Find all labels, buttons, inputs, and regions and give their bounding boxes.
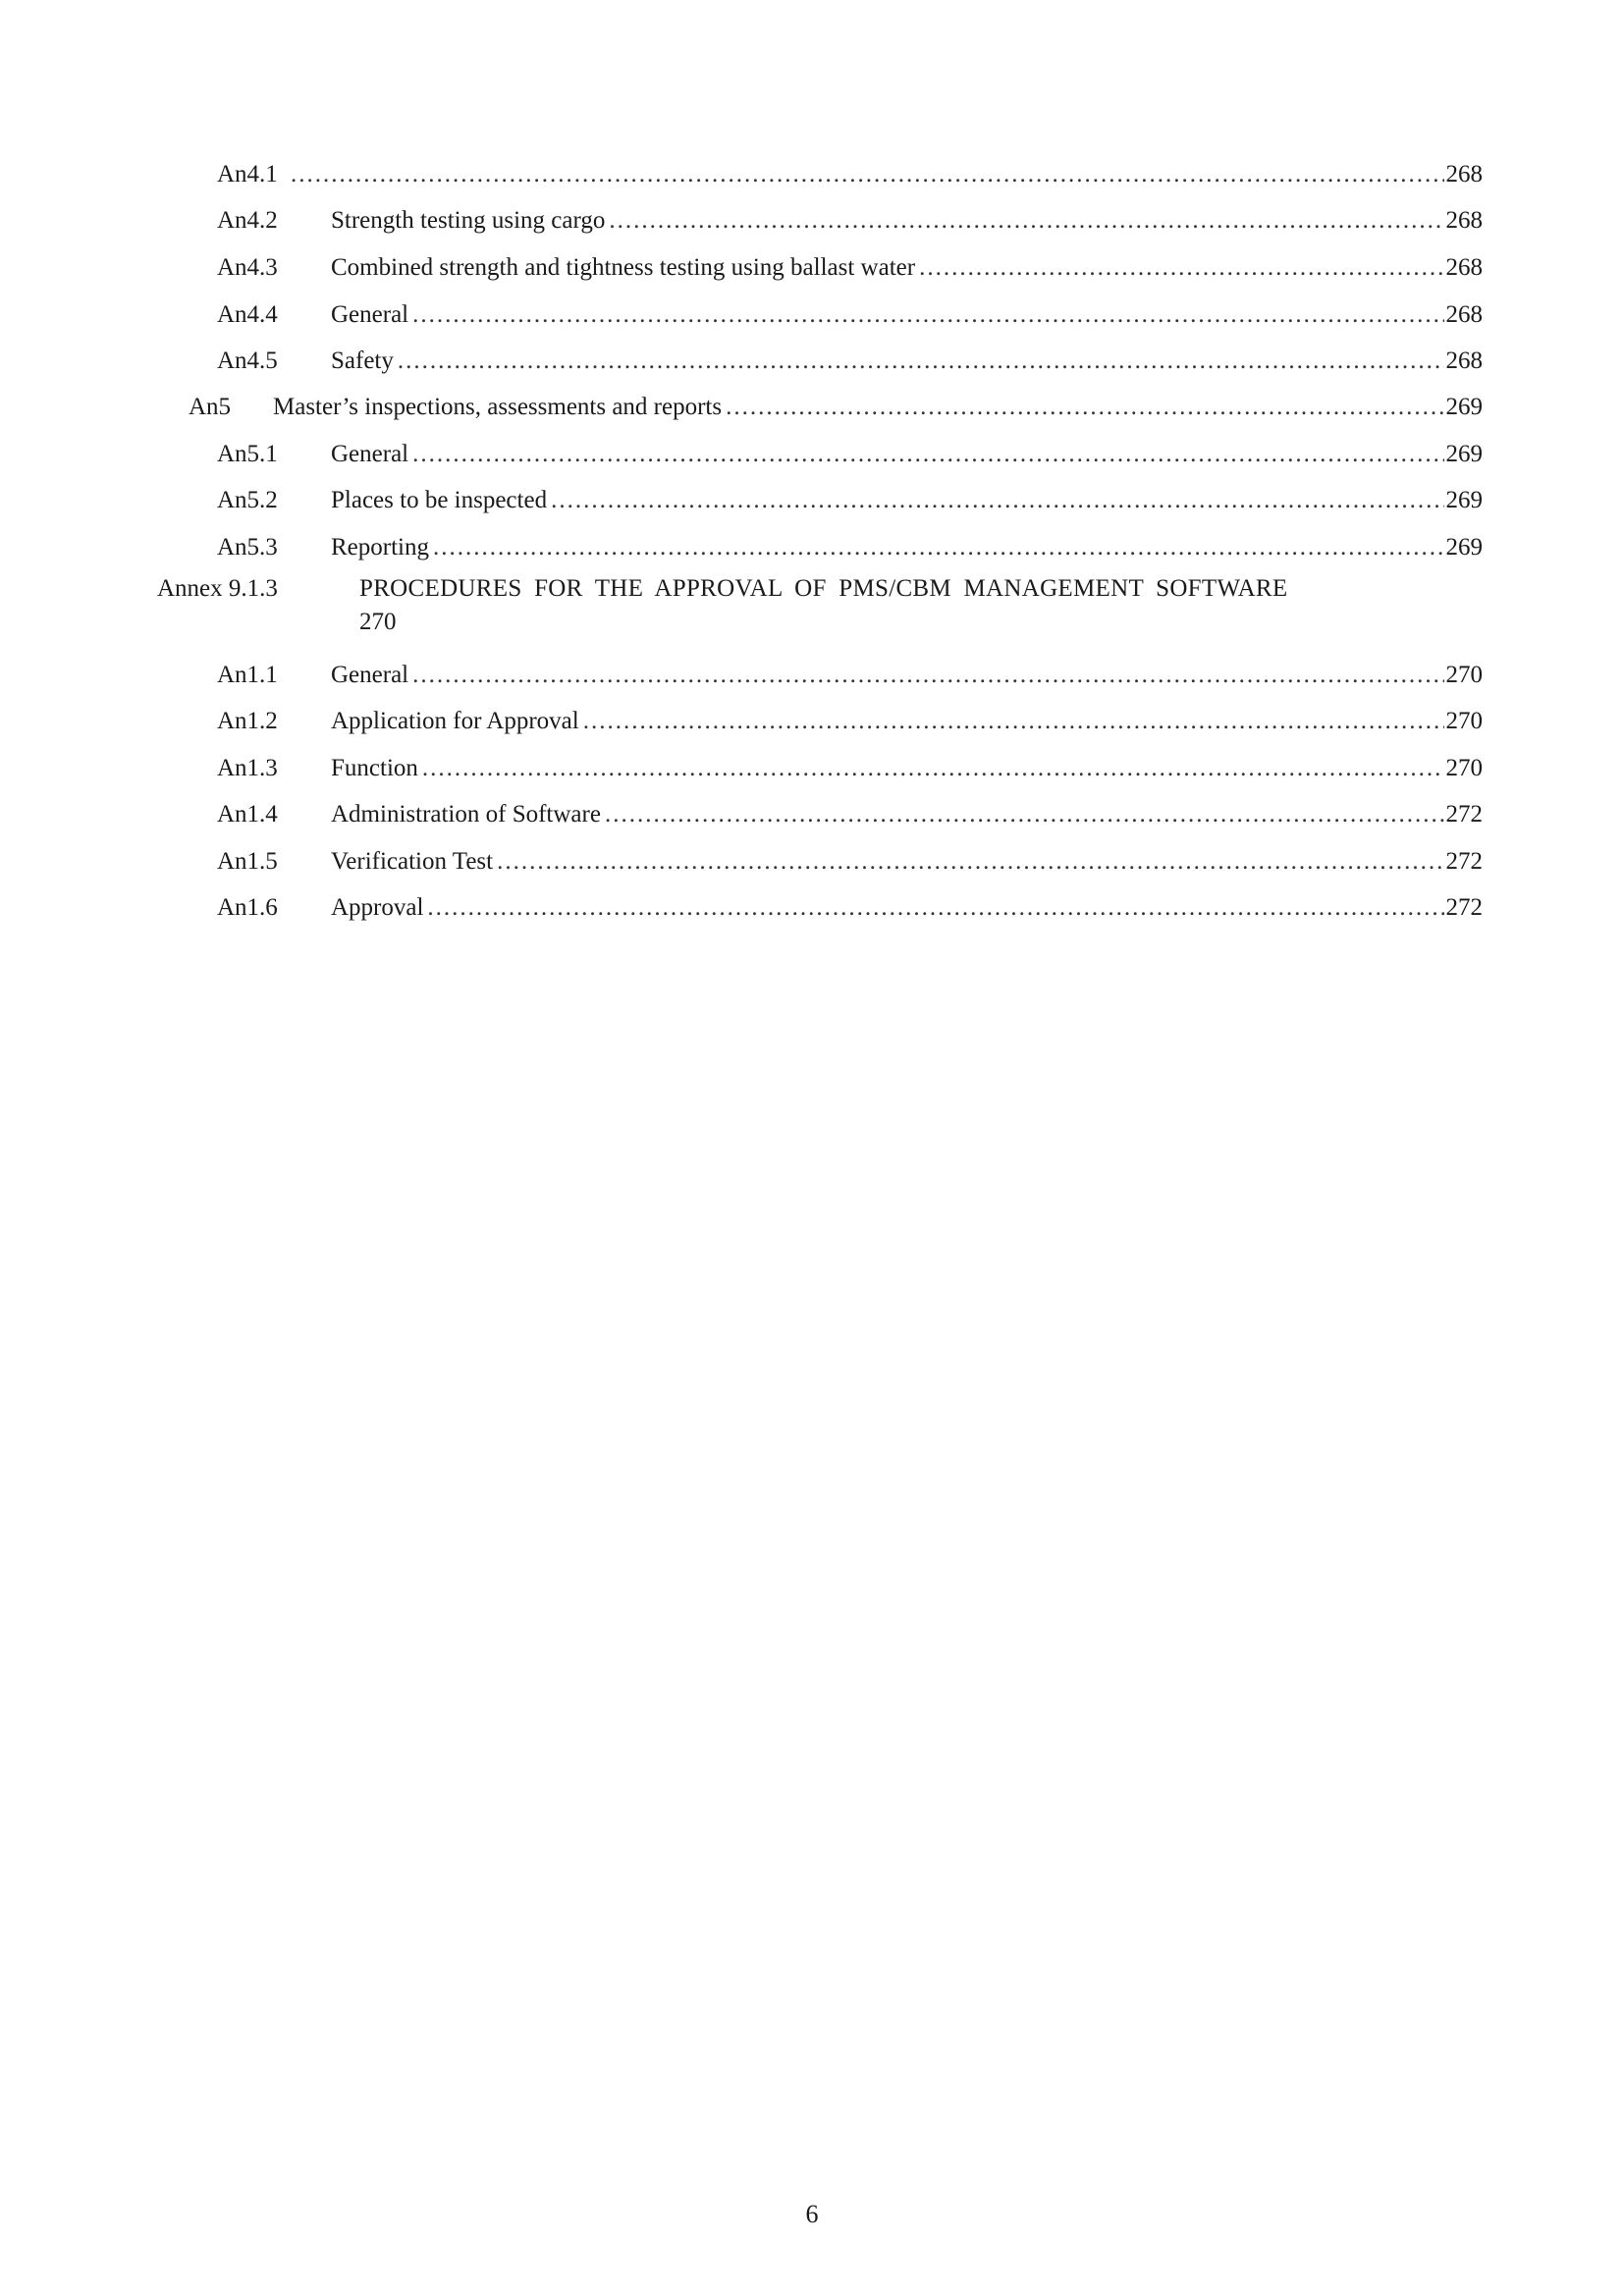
annex-title: PROCEDURES FOR THE APPROVAL OF PMS/CBM MANAGEMENT SOFTWARE <box>359 575 1288 602</box>
toc-entry-title: Safety <box>331 347 394 374</box>
toc-entry-page: 270 <box>1445 662 1483 688</box>
toc-entry-title: Function <box>331 755 418 781</box>
toc-entry-number: An5.1 <box>217 441 278 467</box>
toc-entry-number: An1.3 <box>217 755 278 781</box>
toc-entry-page: 268 <box>1445 161 1483 187</box>
toc-entry-page: 269 <box>1445 487 1483 513</box>
toc-entry-page: 269 <box>1445 534 1483 561</box>
toc-entry-page: 272 <box>1445 848 1483 875</box>
toc-entry-page: 272 <box>1445 894 1483 921</box>
toc-entry-title: Master’s inspections, assessments and reports <box>273 394 723 420</box>
toc-entry-number: An4.2 <box>217 207 278 234</box>
toc-entry-title: Application for Approval <box>331 708 579 734</box>
toc-entry-title: General <box>331 301 409 328</box>
page-number: 6 <box>805 2200 819 2228</box>
toc-entry-page: 270 <box>1445 708 1483 734</box>
annex-heading[interactable] <box>0 0 1624 687</box>
annex-page: 270 <box>359 609 397 635</box>
toc-entry-title: Verification Test <box>331 848 494 875</box>
toc-entry-number: An1.4 <box>217 801 278 828</box>
toc-entry-title: Approval <box>331 894 424 921</box>
dot-leader <box>605 795 1444 834</box>
toc-entry-number: An1.6 <box>217 894 278 921</box>
toc-entry-title: Combined strength and tightness testing using ballast water <box>331 254 916 281</box>
toc-entry[interactable] <box>0 842 1624 881</box>
toc-entry-page: 269 <box>1445 394 1483 420</box>
toc-entry[interactable] <box>0 749 1624 788</box>
toc-entry-page: 269 <box>1445 441 1483 467</box>
toc-entry-page: 268 <box>1445 207 1483 234</box>
toc-entry-number: An4.4 <box>217 301 278 328</box>
toc-entry-number: An5.3 <box>217 534 278 561</box>
toc-entry-number: An1.1 <box>217 662 278 688</box>
dot-leader <box>422 749 1444 788</box>
toc-entry-number: An1.5 <box>217 848 278 875</box>
dot-leader <box>497 842 1443 881</box>
toc-entry-page: 268 <box>1445 301 1483 328</box>
toc-entry-number: An5.2 <box>217 487 278 513</box>
toc-entry-number: An4.1 <box>217 161 278 187</box>
toc-entry-number: An4.3 <box>217 254 278 281</box>
toc-entry[interactable] <box>0 795 1624 834</box>
toc-entry-title: Reporting <box>331 534 429 561</box>
toc-entry-title: Administration of Software <box>331 801 601 828</box>
toc-entry-page: 272 <box>1445 801 1483 828</box>
toc-entry-page: 268 <box>1445 347 1483 374</box>
toc-entry-number: An5 <box>189 394 232 420</box>
toc-entry[interactable] <box>0 702 1624 741</box>
dot-leader <box>427 888 1443 928</box>
dot-leader <box>583 702 1444 741</box>
toc-entry-title: General <box>331 662 409 688</box>
toc-entry-title: Strength testing using cargo <box>331 207 606 234</box>
toc-entry-title: Places to be inspected <box>331 487 548 513</box>
toc-entry[interactable] <box>0 656 1624 695</box>
annex-number: Annex 9.1.3 <box>157 575 278 602</box>
toc-entry[interactable] <box>0 888 1624 928</box>
dot-leader <box>412 656 1443 695</box>
toc-entry-number: An1.2 <box>217 708 278 734</box>
toc-entry-title: General <box>331 441 409 467</box>
toc-entry-page: 270 <box>1445 755 1483 781</box>
toc-entry-page: 268 <box>1445 254 1483 281</box>
toc-entry-number: An4.5 <box>217 347 278 374</box>
